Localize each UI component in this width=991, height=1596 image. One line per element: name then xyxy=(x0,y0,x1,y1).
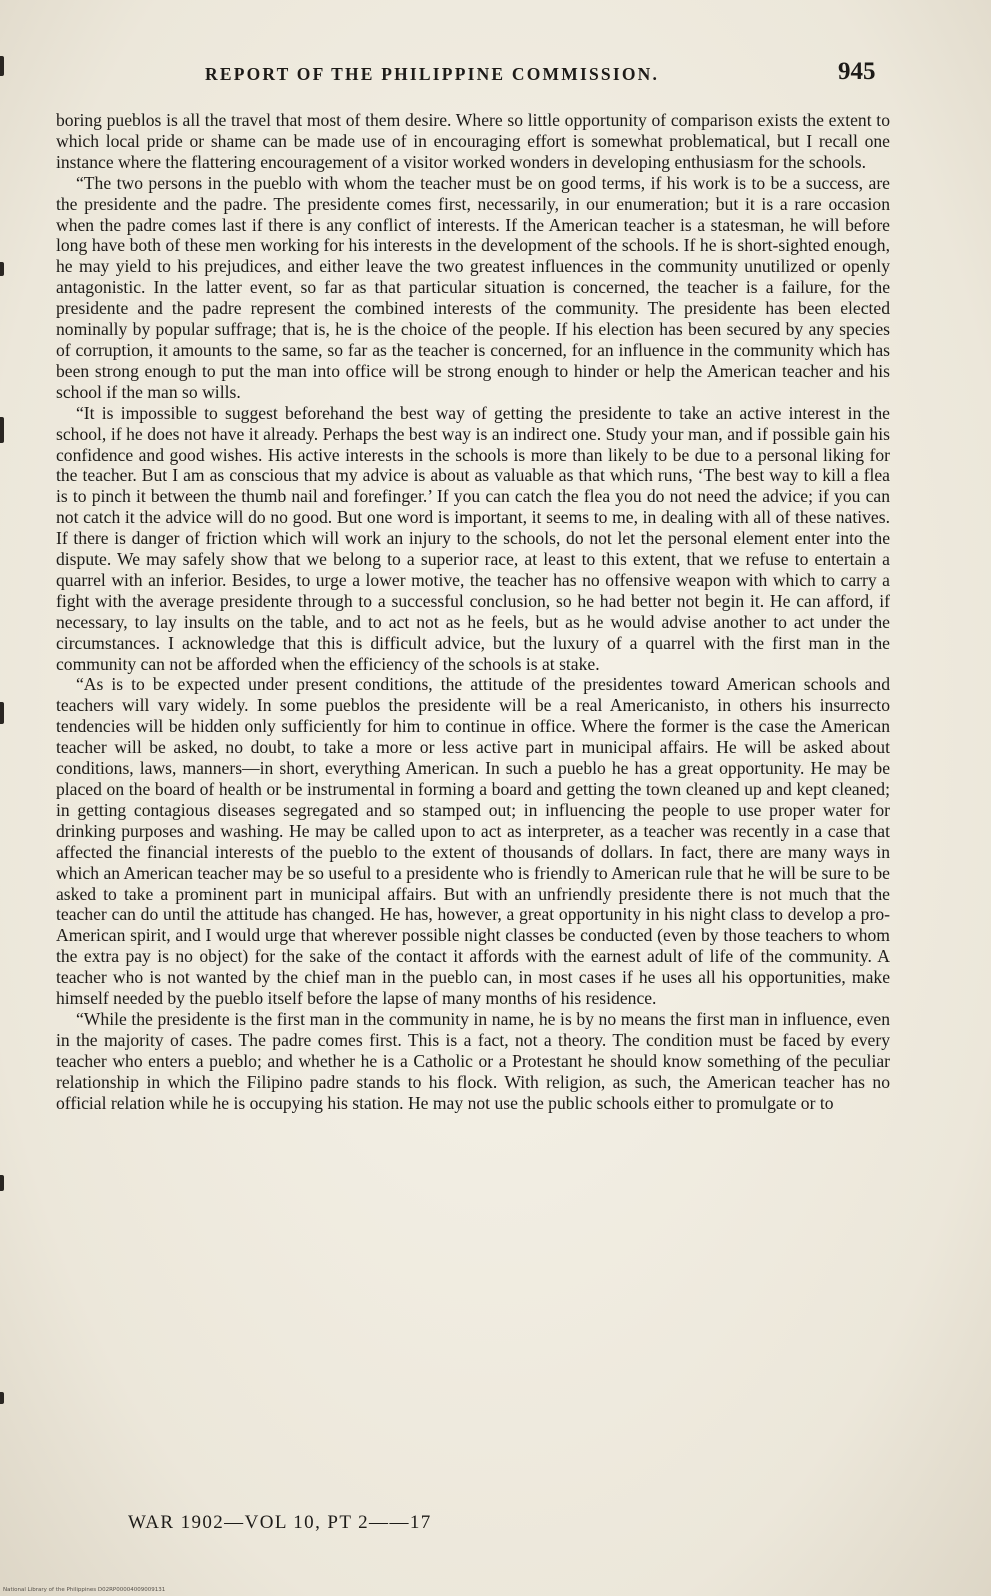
paragraph: boring pueblos is all the travel that most of them desire. Where so little opportunity of comparison exists the extent to which local pride or shame can be made use of in encouraging effort is somewhat problematical, but I recall one instance where the flattering encouragement of a visitor worked wonders in developing enthusiasm for the schools. xyxy=(56,110,890,172)
page-number: 945 xyxy=(838,58,876,85)
running-head: REPORT OF THE PHILIPPINE COMMISSION. xyxy=(205,64,660,84)
signature-line: WAR 1902—VOL 10, PT 2——17 xyxy=(128,1512,432,1533)
scan-credit: National Library of the Philippines D02RP00004009009131 xyxy=(3,1587,166,1593)
paragraph: “It is impossible to suggest beforehand the best way of getting the presidente to take an active interest in the school, if he does not have it already. Perhaps the best way is an indirect one. Study your man, and if possible gain his confidence and good wishes. His active interests in the schools is more than likely to be due to a personal liking for the teacher. But I am as conscious that my advice is about as valuable as that which runs, ‘The best way to kill a flea is to pinch it between the thumb nail and forefinger.’ If you can catch the flea you do not need the advice; if you can not catch it the advice will do no good. But one word is important, it seems to me, in dealing with all of these natives. If there is danger of friction which will work an injury to the schools, do not let the personal element enter into the dispute. We may safely show that we belong to a superior race, at least to this extent, that we refuse to entertain a quarrel with an inferior. Besides, to urge a lower motive, the teacher has no offensive weapon with which to carry a fight with the average presidente through to a successful conclusion, so he had better not begin it. He can afford, if necessary, to lay insults on the table, and to act not as he feels, but as he would advise another to act under the circumstances. I acknowledge that this is difficult advice, but the luxury of a quarrel with the first man in the community can not be afforded when the efficiency of the schools is at stake. xyxy=(56,402,890,674)
paragraph: “The two persons in the pueblo with whom the teacher must be on good terms, if his work is to be a success, are the presidente and the padre. The presidente comes first, necessarily, in our enumeration; but it is a rare occasion when the padre comes last if there is any conflict of interests. If the American teacher is a statesman, he will before long have both of these men working for his interests in the development of the schools. If he is short-sighted enough, he may yield to his prejudices, and either leave the two greatest influences in the community unutilized or openly antagonistic. In the latter event, so far as that particular situation is concerned, the teacher is a failure, for the presidente and the padre represent the combined interests of the community. The presidente has been elected nominally by popular suffrage; that is, he is the choice of the people. If his election has been secured by any species of corruption, it amounts to the same, so far as the teacher is concerned, for an influence in the community which has been strong enough to put the man into office will be strong enough to hinder or help the American teacher and his school if the man so wills. xyxy=(56,172,890,402)
paragraph: “As is to be expected under present conditions, the attitude of the presidentes toward American schools and teachers will vary widely. In some pueblos the presidente will be a real Americanisto, in others his insurrecto tendencies will be hidden only sufficiently for him to continue in office. Where the former is the case the American teacher will be asked, no doubt, to take a more or less active part in municipal affairs. He will be asked about conditions, laws, manners—in short, everything American. In such a pueblo he has a great opportunity. He may be placed on the board of health or be instrumental in forming a board and getting the town cleaned up and kept cleaned; in getting contagious diseases segregated and so stamped out; in influencing the people to use proper water for drinking purposes and washing. He may be called upon to act as interpreter, as a teacher was recently in a case that affected the financial interests of the pueblo to the extent of thousands of dollars. In fact, there are many ways in which an American teacher may be so useful to a presidente who is friendly to American rule that he will be sure to be asked to take a prominent part in municipal affairs. But with an unfriendly presidente there is not much that the teacher can do until the attitude has changed. He has, however, a great opportunity in his night class to develop a pro-American spirit, and I would urge that wherever possible night classes be conducted (even by those teachers to whom the extra pay is no object) for the sake of the contact it affords with the earnest adult of life of the community. A teacher who is not wanted by the chief man in the pueblo can, in most cases if he uses all his opportunities, make himself needed by the pueblo itself before the lapse of many months of his residence. xyxy=(56,674,890,1009)
page-header xyxy=(0,60,991,94)
body-text xyxy=(56,110,890,1510)
paragraph: “While the presidente is the first man in the community in name, he is by no means the first man in influence, even in the majority of cases. The padre comes first. This is a fact, not a theory. The condition must be faced by every teacher who enters a pueblo; and whether he is a Catholic or a Protestant he should know something of the peculiar relationship in which the Filipino padre stands to his flock. With religion, as such, the American teacher has no official relation while he is occupying his station. He may not use the public schools either to promulgate or to xyxy=(56,1008,890,1113)
